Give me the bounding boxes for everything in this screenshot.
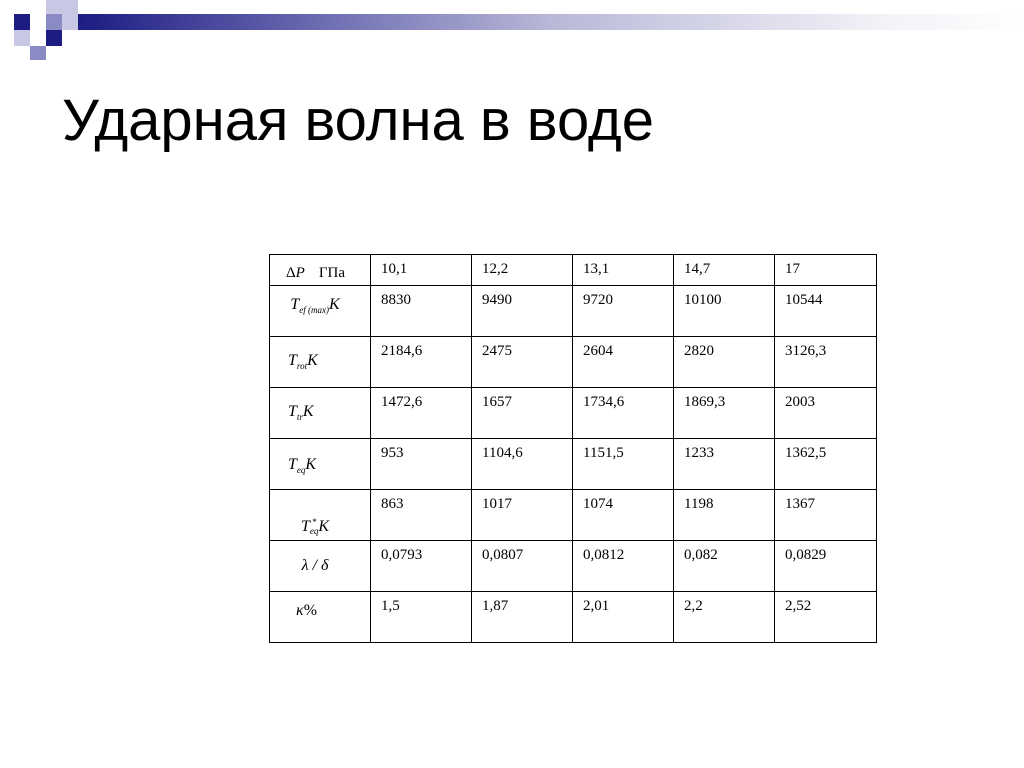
table-row <box>270 255 877 286</box>
symbol: T <box>288 403 297 421</box>
row-label-kappa <box>270 592 371 643</box>
table-row <box>270 541 877 592</box>
pressure-symbol: P <box>295 264 305 281</box>
table-cell: 1869,3 <box>674 388 775 439</box>
row-label-lambda-delta <box>270 541 371 592</box>
decor-square-8 <box>30 46 46 60</box>
table-cell: 1104,6 <box>472 439 573 490</box>
row-label-pressure <box>270 255 371 286</box>
table-cell: 2475 <box>472 337 573 388</box>
data-table <box>269 254 877 643</box>
table-cell: 1074 <box>573 490 674 541</box>
table-cell: 1,87 <box>472 592 573 643</box>
subscript: ef (max) <box>299 305 329 316</box>
row-label-teq-star <box>270 490 371 541</box>
table-cell: 9490 <box>472 286 573 337</box>
table-cell: 1367 <box>775 490 877 541</box>
table-cell: 17 <box>775 255 877 286</box>
decor-square-1 <box>14 14 30 30</box>
table-row <box>270 490 877 541</box>
table-row <box>270 439 877 490</box>
table-cell: 2184,6 <box>371 337 472 388</box>
table-cell: 9720 <box>573 286 674 337</box>
table-cell: 2604 <box>573 337 674 388</box>
unit: K <box>328 296 340 313</box>
table-cell: 1472,6 <box>371 388 472 439</box>
unit: K <box>302 403 314 421</box>
unit: K <box>305 455 317 473</box>
table-cell: 10100 <box>674 286 775 337</box>
table-cell: 8830 <box>371 286 472 337</box>
unit: K <box>307 352 318 370</box>
table-cell: 0,082 <box>674 541 775 592</box>
decor-square-6 <box>14 30 30 46</box>
table-cell: 0,0793 <box>371 541 472 592</box>
row-label-ttr <box>270 388 371 439</box>
subscript: rot <box>296 361 308 372</box>
superscript: * <box>311 517 317 527</box>
table-cell: 10,1 <box>371 255 472 286</box>
symbol: T <box>300 517 310 535</box>
table-row <box>270 388 877 439</box>
table-cell: 2,2 <box>674 592 775 643</box>
table-cell: 0,0807 <box>472 541 573 592</box>
symbol: λ / δ <box>301 557 329 574</box>
unit: K <box>318 517 330 535</box>
table-cell: 1017 <box>472 490 573 541</box>
decor-square-3 <box>62 0 78 14</box>
table-cell: 863 <box>371 490 472 541</box>
table-cell: 2003 <box>775 388 877 439</box>
table-row <box>270 592 877 643</box>
table-cell: 1734,6 <box>573 388 674 439</box>
table-cell: 3126,3 <box>775 337 877 388</box>
slide-title: Ударная волна в воде <box>62 88 655 153</box>
decor-square-2 <box>46 0 62 14</box>
table-cell: 1233 <box>674 439 775 490</box>
table-cell: 0,0812 <box>573 541 674 592</box>
table-cell: 14,7 <box>674 255 775 286</box>
table-cell: 10544 <box>775 286 877 337</box>
symbol: T <box>290 296 300 313</box>
header-gradient-bar <box>78 14 1024 30</box>
subscript: eq <box>309 526 319 536</box>
table-cell: 1,5 <box>371 592 472 643</box>
table-cell: 1198 <box>674 490 775 541</box>
symbol: T <box>288 352 297 370</box>
subscript: tr <box>296 412 303 423</box>
decor-square-4 <box>46 14 62 30</box>
table-row <box>270 286 877 337</box>
table-cell: 953 <box>371 439 472 490</box>
table-cell: 0,0829 <box>775 541 877 592</box>
table-cell: 12,2 <box>472 255 573 286</box>
pressure-unit: ГПа <box>318 264 345 281</box>
table-cell: 2,52 <box>775 592 877 643</box>
table-cell: 1151,5 <box>573 439 674 490</box>
row-label-teq <box>270 439 371 490</box>
unit: % <box>303 602 318 619</box>
symbol: T <box>288 455 297 473</box>
table-cell: 2820 <box>674 337 775 388</box>
table-cell: 13,1 <box>573 255 674 286</box>
table-cell: 2,01 <box>573 592 674 643</box>
table-cell: 1657 <box>472 388 573 439</box>
delta-symbol: Δ <box>286 264 296 281</box>
symbol: κ <box>296 602 304 619</box>
table-row <box>270 337 877 388</box>
subscript: eq <box>296 465 306 475</box>
row-label-tef-max <box>270 286 371 337</box>
decor-square-7 <box>46 30 62 46</box>
row-label-trot <box>270 337 371 388</box>
table-cell: 1362,5 <box>775 439 877 490</box>
decor-square-5 <box>62 14 78 30</box>
